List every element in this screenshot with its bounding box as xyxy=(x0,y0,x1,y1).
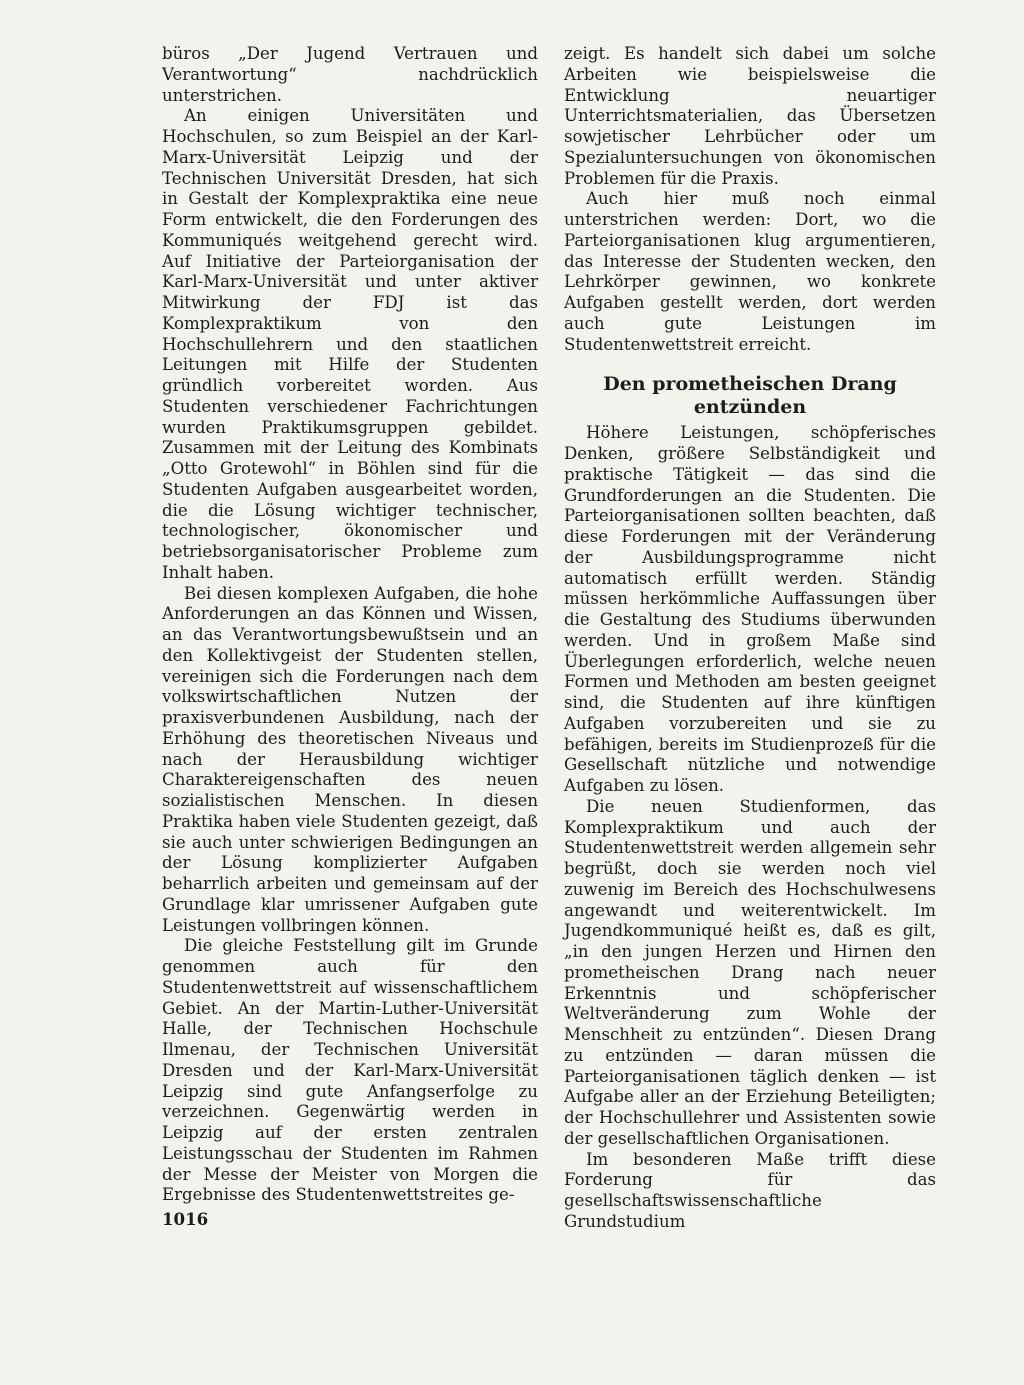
paragraph: büros „Der Jugend Vertrauen und Verantwortung“ nachdrücklich unterstrichen. xyxy=(162,44,538,105)
section-heading: Den prometheischen Drang entzünden xyxy=(603,373,897,419)
paragraph: Auch hier muß noch einmal unterstrichen werden: Dort, wo die Parteiorganisationen klug argumentieren, das Interesse der Studenten wecken, den Lehrkörper gewinnen, wo konkrete Aufgaben gestellt werden, dort werden auch gute Leistungen im Studentenwettstreit erreicht. xyxy=(564,189,936,354)
paragraph: Im besonderen Maße trifft diese Forderung für das gesellschaftswissenschaftliche Grundstudium xyxy=(564,1149,936,1231)
paragraph: Höhere Leistungen, schöpferisches Denken, größere Selbständigkeit und praktische Tätigkeit — das sind die Grundforderungen an die Studenten. Die Parteiorganisationen sollten beachten, daß diese Forderungen mit der Veränderung der Ausbildungsprogramme nicht automatisch erfüllt werden. Ständig müssen herkömmliche Auffassungen über die Gestaltung des Studiums überwunden werden. Und in großem Maße sind Überlegungen erforderlich, welche neuen Formen und Methoden am besten geeignet sind, die Studenten auf ihre künftigen Aufgaben vorzubereiten und sie zu befähigen, bereits im Studienprozeß für die Gesellschaft nützliche und notwendige Aufgaben zu lösen. xyxy=(564,423,936,795)
paragraph: Die gleiche Feststellung gilt im Grunde genommen auch für den Studentenwettstreit auf wissenschaftlichem Gebiet. An der Martin-Luther-Universität Halle, der Technischen Hochschule Ilmenau, der Technischen Universität Dresden und der Karl-Marx-Universität Leipzig sind gute Anfangserfolge zu verzeichnen. Gegenwärtig werden in Leipzig auf der ersten zentralen Leistungsschau der Studenten im Rahmen der Messe der Meister von Morgen die Ergebnisse des Studentenwettstreites ge- xyxy=(162,936,538,1205)
paragraph: Bei diesen komplexen Aufgaben, die hohe Anforderungen an das Können und Wissen, an das Verantwortungsbewußtsein und an den Kollektivgeist der Studenten stellen, vereinigen sich die Forderungen nach dem volkswirtschaftlichen Nutzen der praxisverbundenen Ausbildung, nach der Erhöhung des theoretischen Niveaus und nach der Herausbildung wichtiger Charaktereigenschaften des neuen sozialistischen Menschen. In diesen Praktika haben viele Studenten gezeigt, daß sie auch unter schwierigen Bedingungen an der Lösung komplizierter Aufgaben beharrlich arbeiten und gemeinsam auf der Grundlage klar umrissener Aufgaben gute Leistungen vollbringen können. xyxy=(162,583,538,935)
paragraph: zeigt. Es handelt sich dabei um solche Arbeiten wie beispielsweise die Entwicklung neuartiger Unterrichtsmaterialien, das Übersetzen sowjetischer Lehrbücher oder um Spezialuntersuchungen von ökonomischen Problemen für die Praxis. xyxy=(564,44,936,188)
paragraph: An einigen Universitäten und Hochschulen, so zum Beispiel an der Karl-Marx-Universität Leipzig und der Technischen Universität Dresden, hat sich in Gestalt der Komplexpraktika eine neue Form entwickelt, die den Forderungen des Kommuniqués weitgehend gerecht wird. Auf Initiative der Parteiorganisation der Karl-Marx-Universität und unter aktiver Mitwirkung der FDJ ist das Komplexpraktikum von den Hochschullehrern und den staatlichen Leitungen mit Hilfe der Studenten gründlich vorbereitet worden. Aus Studenten verschiedener Fachrichtungen wurden Praktikumsgruppen gebildet. Zusammen mit der Leitung des Kombinats „Otto Grotewohl“ in Böhlen sind für die Studenten Aufgaben ausgearbeitet worden, die die Lösung wichtiger technischer, technologischer, ökonomischer und betriebsorganisatorischer Probleme zum Inhalt haben. xyxy=(162,106,538,582)
left-column xyxy=(162,44,538,1206)
page-number: 1016 xyxy=(162,1209,209,1229)
paragraph: Die neuen Studienformen, das Komplexpraktikum und auch der Studentenwettstreit werden allgemein sehr begrüßt, doch sie werden noch viel zuwenig im Bereich des Hochschulwesens angewandt und weiterentwickelt. Im Jugendkommuniqué heißt es, daß es gilt, „in den jungen Herzen und Hirnen den prometheischen Drang nach neuer Erkenntnis und schöpferischer Weltveränderung zum Wohle der Menschheit zu entzünden“. Diesen Drang zu entzünden — daran müssen die Parteiorganisationen täglich denken — ist Aufgabe aller an der Erziehung Beteiligten; der Hochschullehrer und Assistenten sowie der gesellschaftlichen Organisationen. xyxy=(564,796,936,1148)
right-column xyxy=(564,44,936,1233)
